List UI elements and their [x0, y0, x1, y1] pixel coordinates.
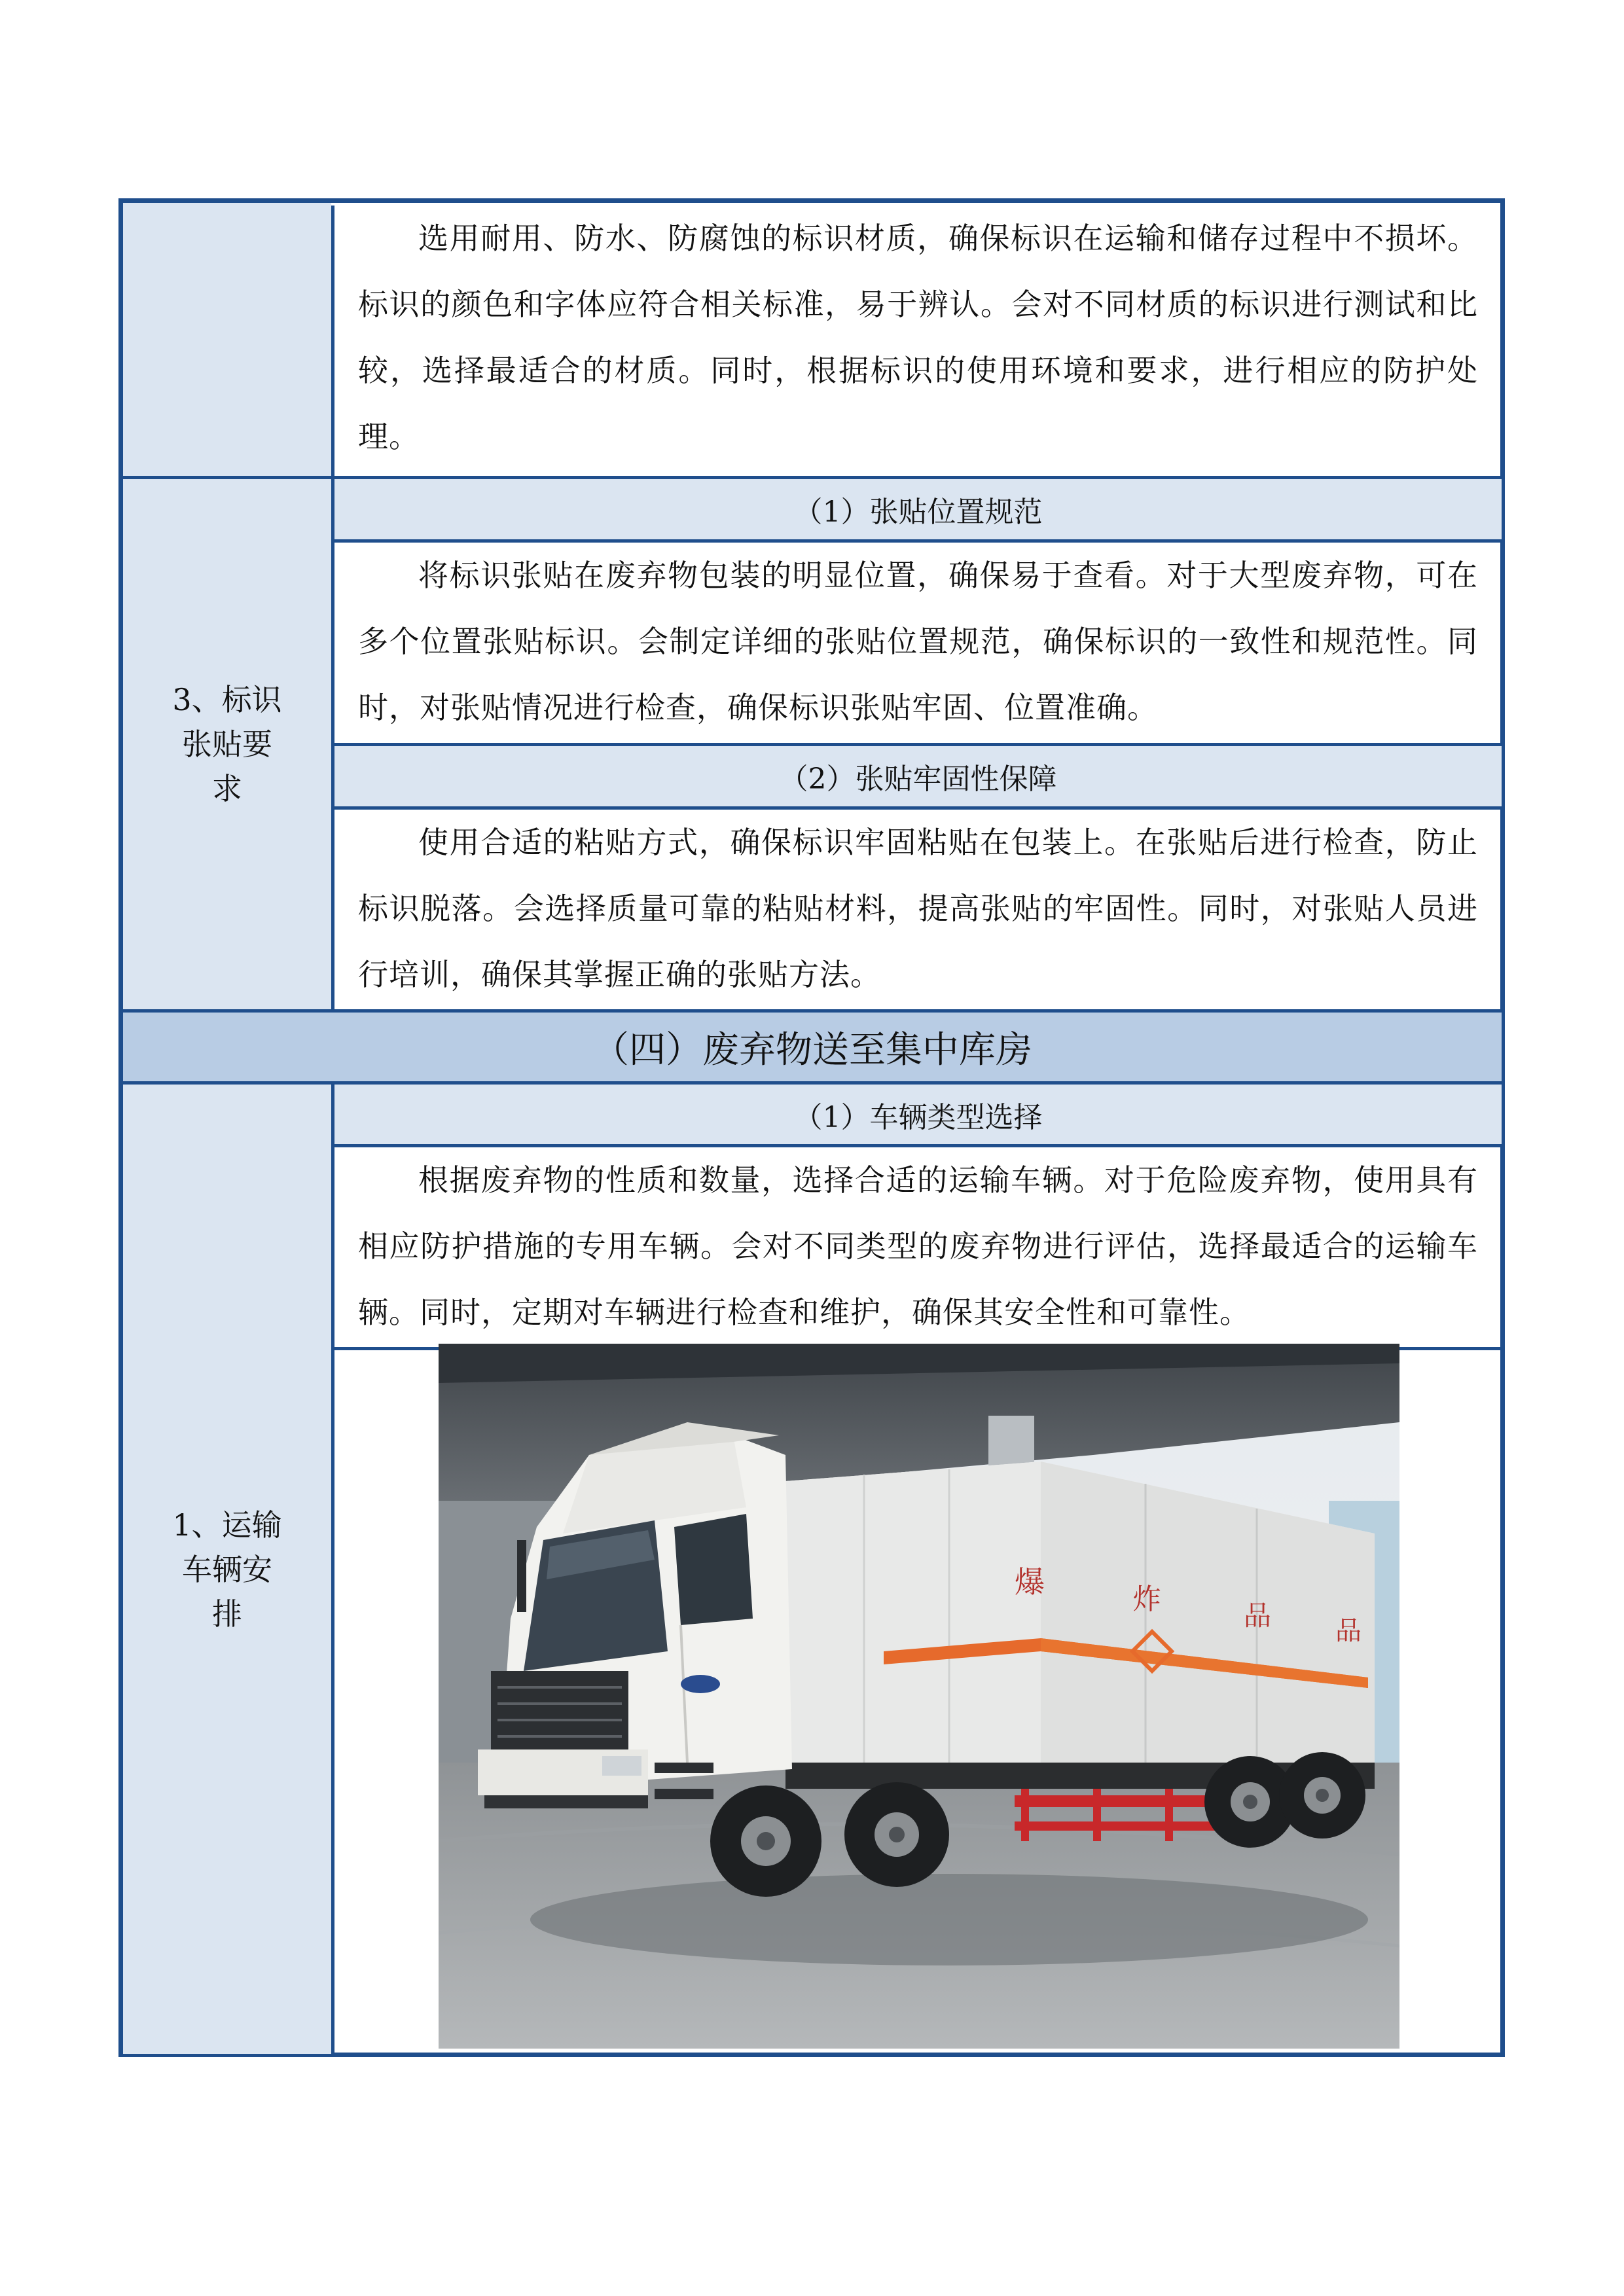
- vehicle-paragraph: 根据废弃物的性质和数量，选择合适的运输车辆。对于危险废弃物，使用具有相应防护措施的专用车辆。会对不同类型的废弃物进行评估，选择最适合的运输车辆。同时，定期对车辆进行检查和维护，确保其安全性和可靠性。: [331, 1144, 1502, 1347]
- adhesion-paragraph: 使用合适的粘贴方式，确保标识牢固粘贴在包装上。在张贴后进行检查，防止标识脱落。会选择质量可靠的粘贴材料，提高张贴的牢固性。同时，对张贴人员进行培训，确保其掌握正确的张贴方法。: [331, 806, 1502, 1009]
- position-paragraph: 将标识张贴在废弃物包装的明显位置，确保易于查看。对于大型废弃物，可在多个位置张贴标识。会制定详细的张贴位置规范，确保标识的一致性和规范性。同时，对张贴情况进行检查，确保标识张贴牢固、位置准确。: [331, 539, 1502, 743]
- left-cell-empty: [123, 203, 331, 476]
- row-label-labeling: [123, 476, 331, 1009]
- truck-sign-char-3: 品: [1244, 1600, 1272, 1632]
- truck-illustration: [439, 1344, 1399, 2049]
- material-paragraph: 选用耐用、防水、防腐蚀的标识材质，确保标识在运输和储存过程中不损坏。标识的颜色和字体应符合相关标准，易于辨认。会对不同材质的标识进行测试和比较，选择最适合的材质。同时，根据标识的使用环境和要求，进行相应的防护处理。: [331, 206, 1502, 476]
- row-label-labeling-text: 3、标识张贴要求: [172, 682, 282, 806]
- subheading-position: （1）张贴位置规范: [331, 476, 1502, 539]
- truck-sign-char-2: 炸: [1132, 1583, 1161, 1616]
- truck-photo: [439, 1344, 1399, 2049]
- truck-sign-char-4: 品: [1335, 1616, 1362, 1646]
- row-label-vehicle-text: 1、运输车辆安排: [172, 1507, 282, 1632]
- subheading-adhesion: （2）张贴牢固性保障: [331, 743, 1502, 806]
- truck-sign-char-1: 爆: [1015, 1564, 1045, 1600]
- row-label-vehicle: [123, 1081, 331, 2054]
- subheading-vehicle-type: （1）车辆类型选择: [331, 1081, 1502, 1144]
- section-heading: （四）废弃物送至集中库房: [123, 1009, 1502, 1081]
